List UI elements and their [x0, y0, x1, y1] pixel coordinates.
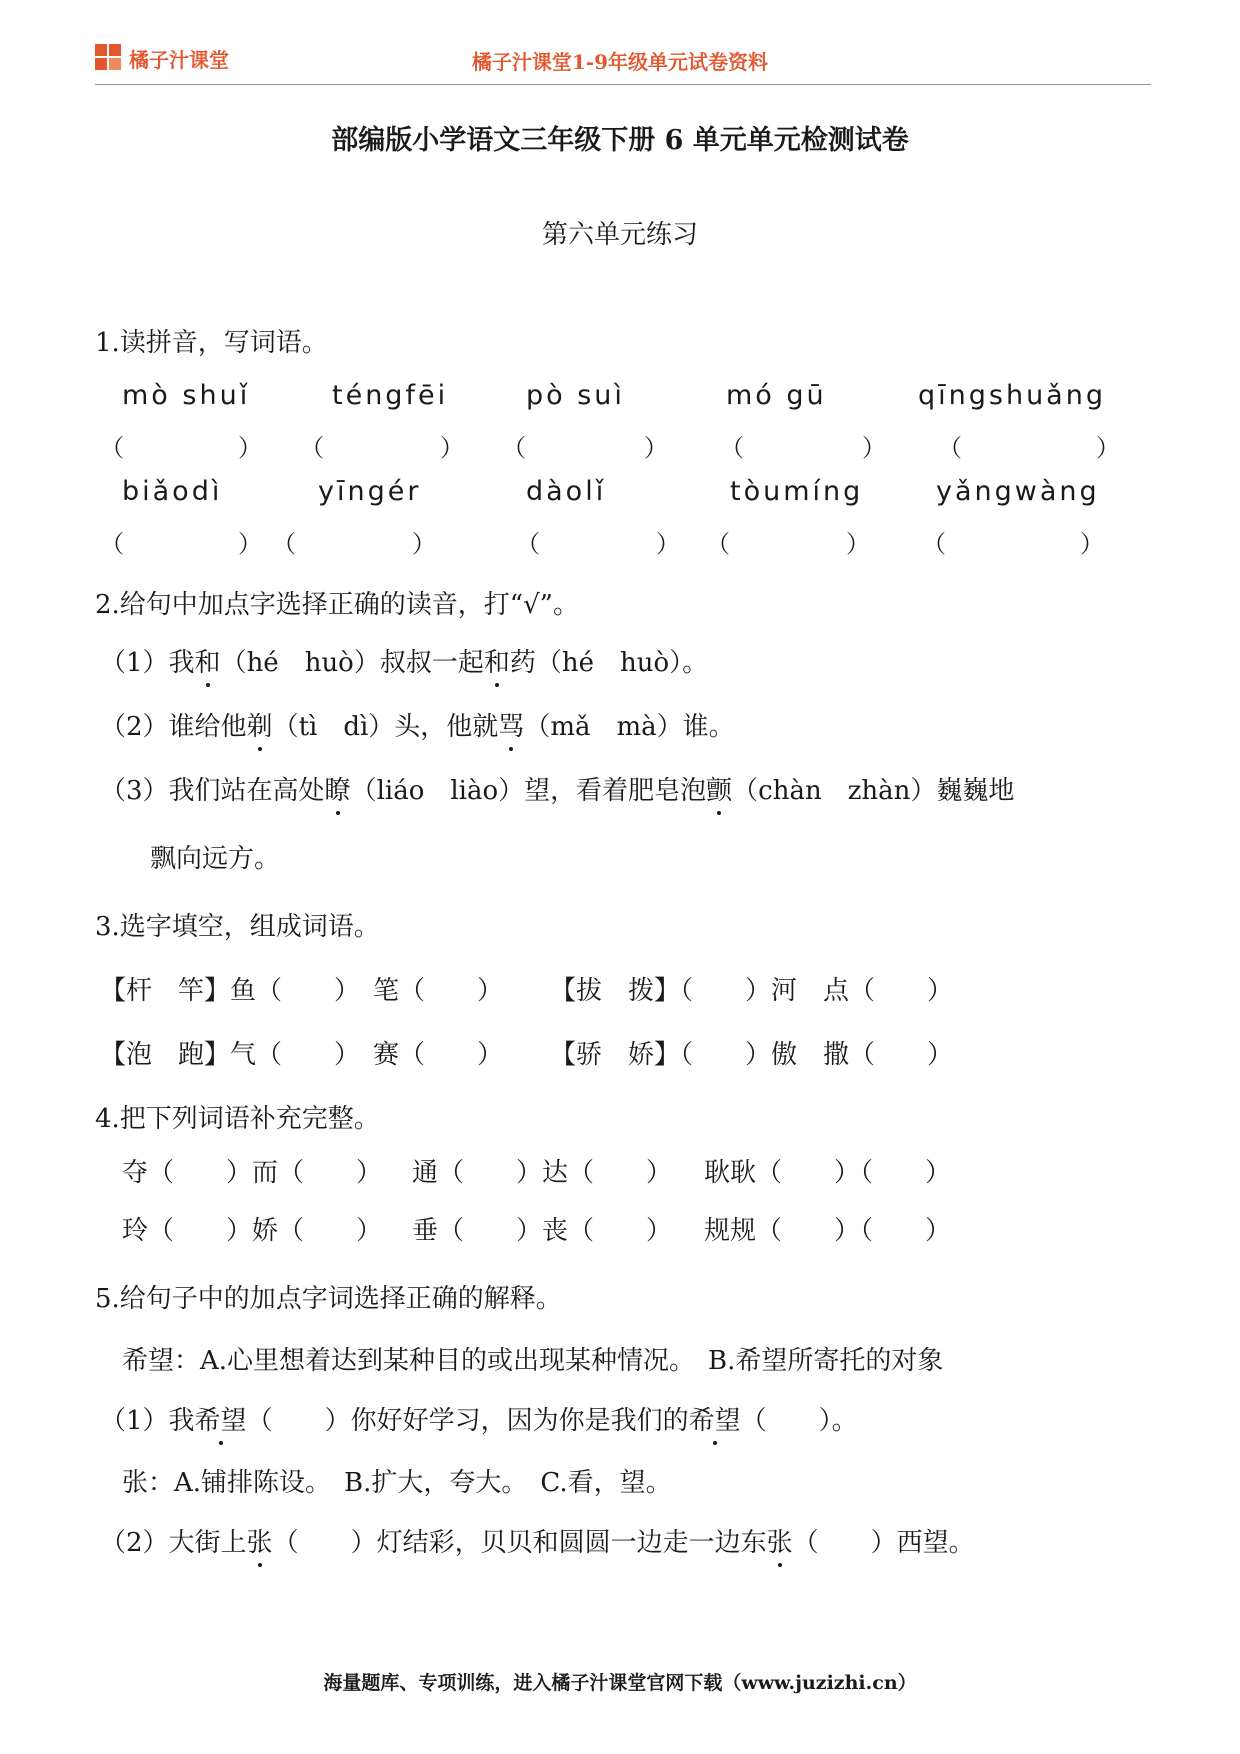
q5-sentence-2: （2）大街上张（ ）灯结彩，贝贝和圆圆一边走一边东张（ ）西望。 — [100, 1522, 975, 1559]
dotted-char: 瞭 — [325, 770, 351, 807]
dotted-char: 张 — [247, 1522, 273, 1559]
pinyin: qīngshuǎng — [918, 380, 1106, 411]
answer-blank-open: （ — [922, 530, 946, 558]
q4-heading: 4.把下列词语补充完整。 — [95, 1104, 380, 1134]
brand-name: 橘子汁课堂 — [129, 47, 229, 72]
answer-blank-close: ） — [238, 434, 262, 462]
answer-blank-close: ） — [644, 434, 668, 462]
pinyin: mó gū — [726, 380, 827, 411]
answer-blank-close: ） — [656, 530, 680, 558]
q1-heading: 1.读拼音，写词语。 — [95, 328, 328, 358]
dotted-word: 希望 — [195, 1400, 247, 1437]
q4-item: 垂（ ）丧（ ） — [412, 1216, 673, 1246]
q5-definition: 希望：A.心里想着达到某种目的或出现某种情况。 B.希望所寄托的对象 — [122, 1346, 944, 1376]
q4-item: 夺（ ）而（ ） — [122, 1158, 383, 1188]
answer-blank-open: （ — [502, 434, 526, 462]
answer-blank-open: （ — [300, 434, 324, 462]
answer-blank-open: （ — [706, 530, 730, 558]
q5-sentence-1: （1）我希望（ ）你好好学习，因为你是我们的希望（ ）。 — [100, 1400, 858, 1437]
dotted-char: 骂 — [498, 706, 524, 743]
pinyin: dàolǐ — [526, 476, 607, 507]
answer-blank-open: （ — [516, 530, 540, 558]
answer-blank-open: （ — [938, 434, 962, 462]
answer-blank-close: ） — [440, 434, 464, 462]
dotted-char: 张 — [767, 1522, 793, 1559]
header-title: 橘子汁课堂1-9年级单元试卷资料 — [471, 50, 769, 74]
q2-sentence-2: （2）谁给他剃（tì dì）头，他就骂（mǎ mà）谁。 — [100, 706, 735, 743]
pinyin: tòumíng — [730, 476, 864, 507]
q4-item: 玲（ ）娇（ ） — [122, 1216, 383, 1246]
answer-blank-open: （ — [720, 434, 744, 462]
answer-blank-open: （ — [100, 434, 124, 462]
q4-item: 耿耿（ ）（ ） — [704, 1158, 952, 1188]
q4-item: 规规（ ）（ ） — [704, 1216, 952, 1246]
answer-blank-close: ） — [412, 530, 436, 558]
answer-blank-open: （ — [272, 530, 296, 558]
pinyin: biǎodì — [122, 476, 223, 507]
answer-blank-close: ） — [862, 434, 886, 462]
q3-heading: 3.选字填空，组成词语。 — [95, 912, 380, 942]
q3-row: 【杆 竿】鱼（ ） 笔（ ） — [100, 976, 504, 1006]
q4-item: 通（ ）达（ ） — [412, 1158, 673, 1188]
dotted-char: 和 — [484, 642, 510, 679]
q5-definition: 张：A.铺排陈设。 B.扩大，夸大。 C.看，望。 — [122, 1468, 672, 1498]
answer-blank-close: ） — [1096, 434, 1120, 462]
pinyin: pò suì — [526, 380, 625, 411]
q5-heading: 5.给句子中的加点字词选择正确的解释。 — [95, 1284, 562, 1314]
q2-sentence-3-cont: 飘向远方。 — [150, 844, 281, 874]
page-title: 部编版小学语文三年级下册 6 单元单元检测试卷 — [331, 125, 909, 156]
dotted-char: 和 — [195, 642, 221, 679]
answer-blank-close: ） — [846, 530, 870, 558]
page-footer: 海量题库、专项训练，进入橘子汁课堂官网下载（www.juzizhi.cn） — [323, 1672, 917, 1694]
header-divider — [95, 84, 1151, 85]
pinyin: téngfēi — [332, 380, 449, 411]
pinyin: yǎngwàng — [936, 476, 1100, 507]
page-subtitle: 第六单元练习 — [541, 220, 698, 250]
dotted-char: 颤 — [706, 770, 732, 807]
answer-blank-close: ） — [1080, 530, 1104, 558]
q3-row: 【骄 娇】（ ）傲 撒（ ） — [550, 1040, 954, 1070]
q2-sentence-1: （1）我和（hé huò）叔叔一起和药（hé huò）。 — [100, 642, 708, 679]
q2-heading: 2.给句中加点字选择正确的读音，打“√”。 — [95, 590, 579, 620]
q3-row: 【泡 跑】气（ ） 赛（ ） — [100, 1040, 504, 1070]
dotted-word: 希望 — [689, 1400, 741, 1437]
answer-blank-open: （ — [100, 530, 124, 558]
q2-sentence-3: （3）我们站在高处瞭（liáo liào）望，看着肥皂泡颤（chàn zhàn）巍巍地 — [100, 770, 1014, 807]
answer-blank-close: ） — [238, 530, 262, 558]
pinyin: yīngér — [318, 476, 422, 507]
pinyin: mò shuǐ — [122, 380, 251, 411]
q3-row: 【拔 拨】（ ）河 点（ ） — [550, 976, 954, 1006]
dotted-char: 剃 — [247, 706, 273, 743]
